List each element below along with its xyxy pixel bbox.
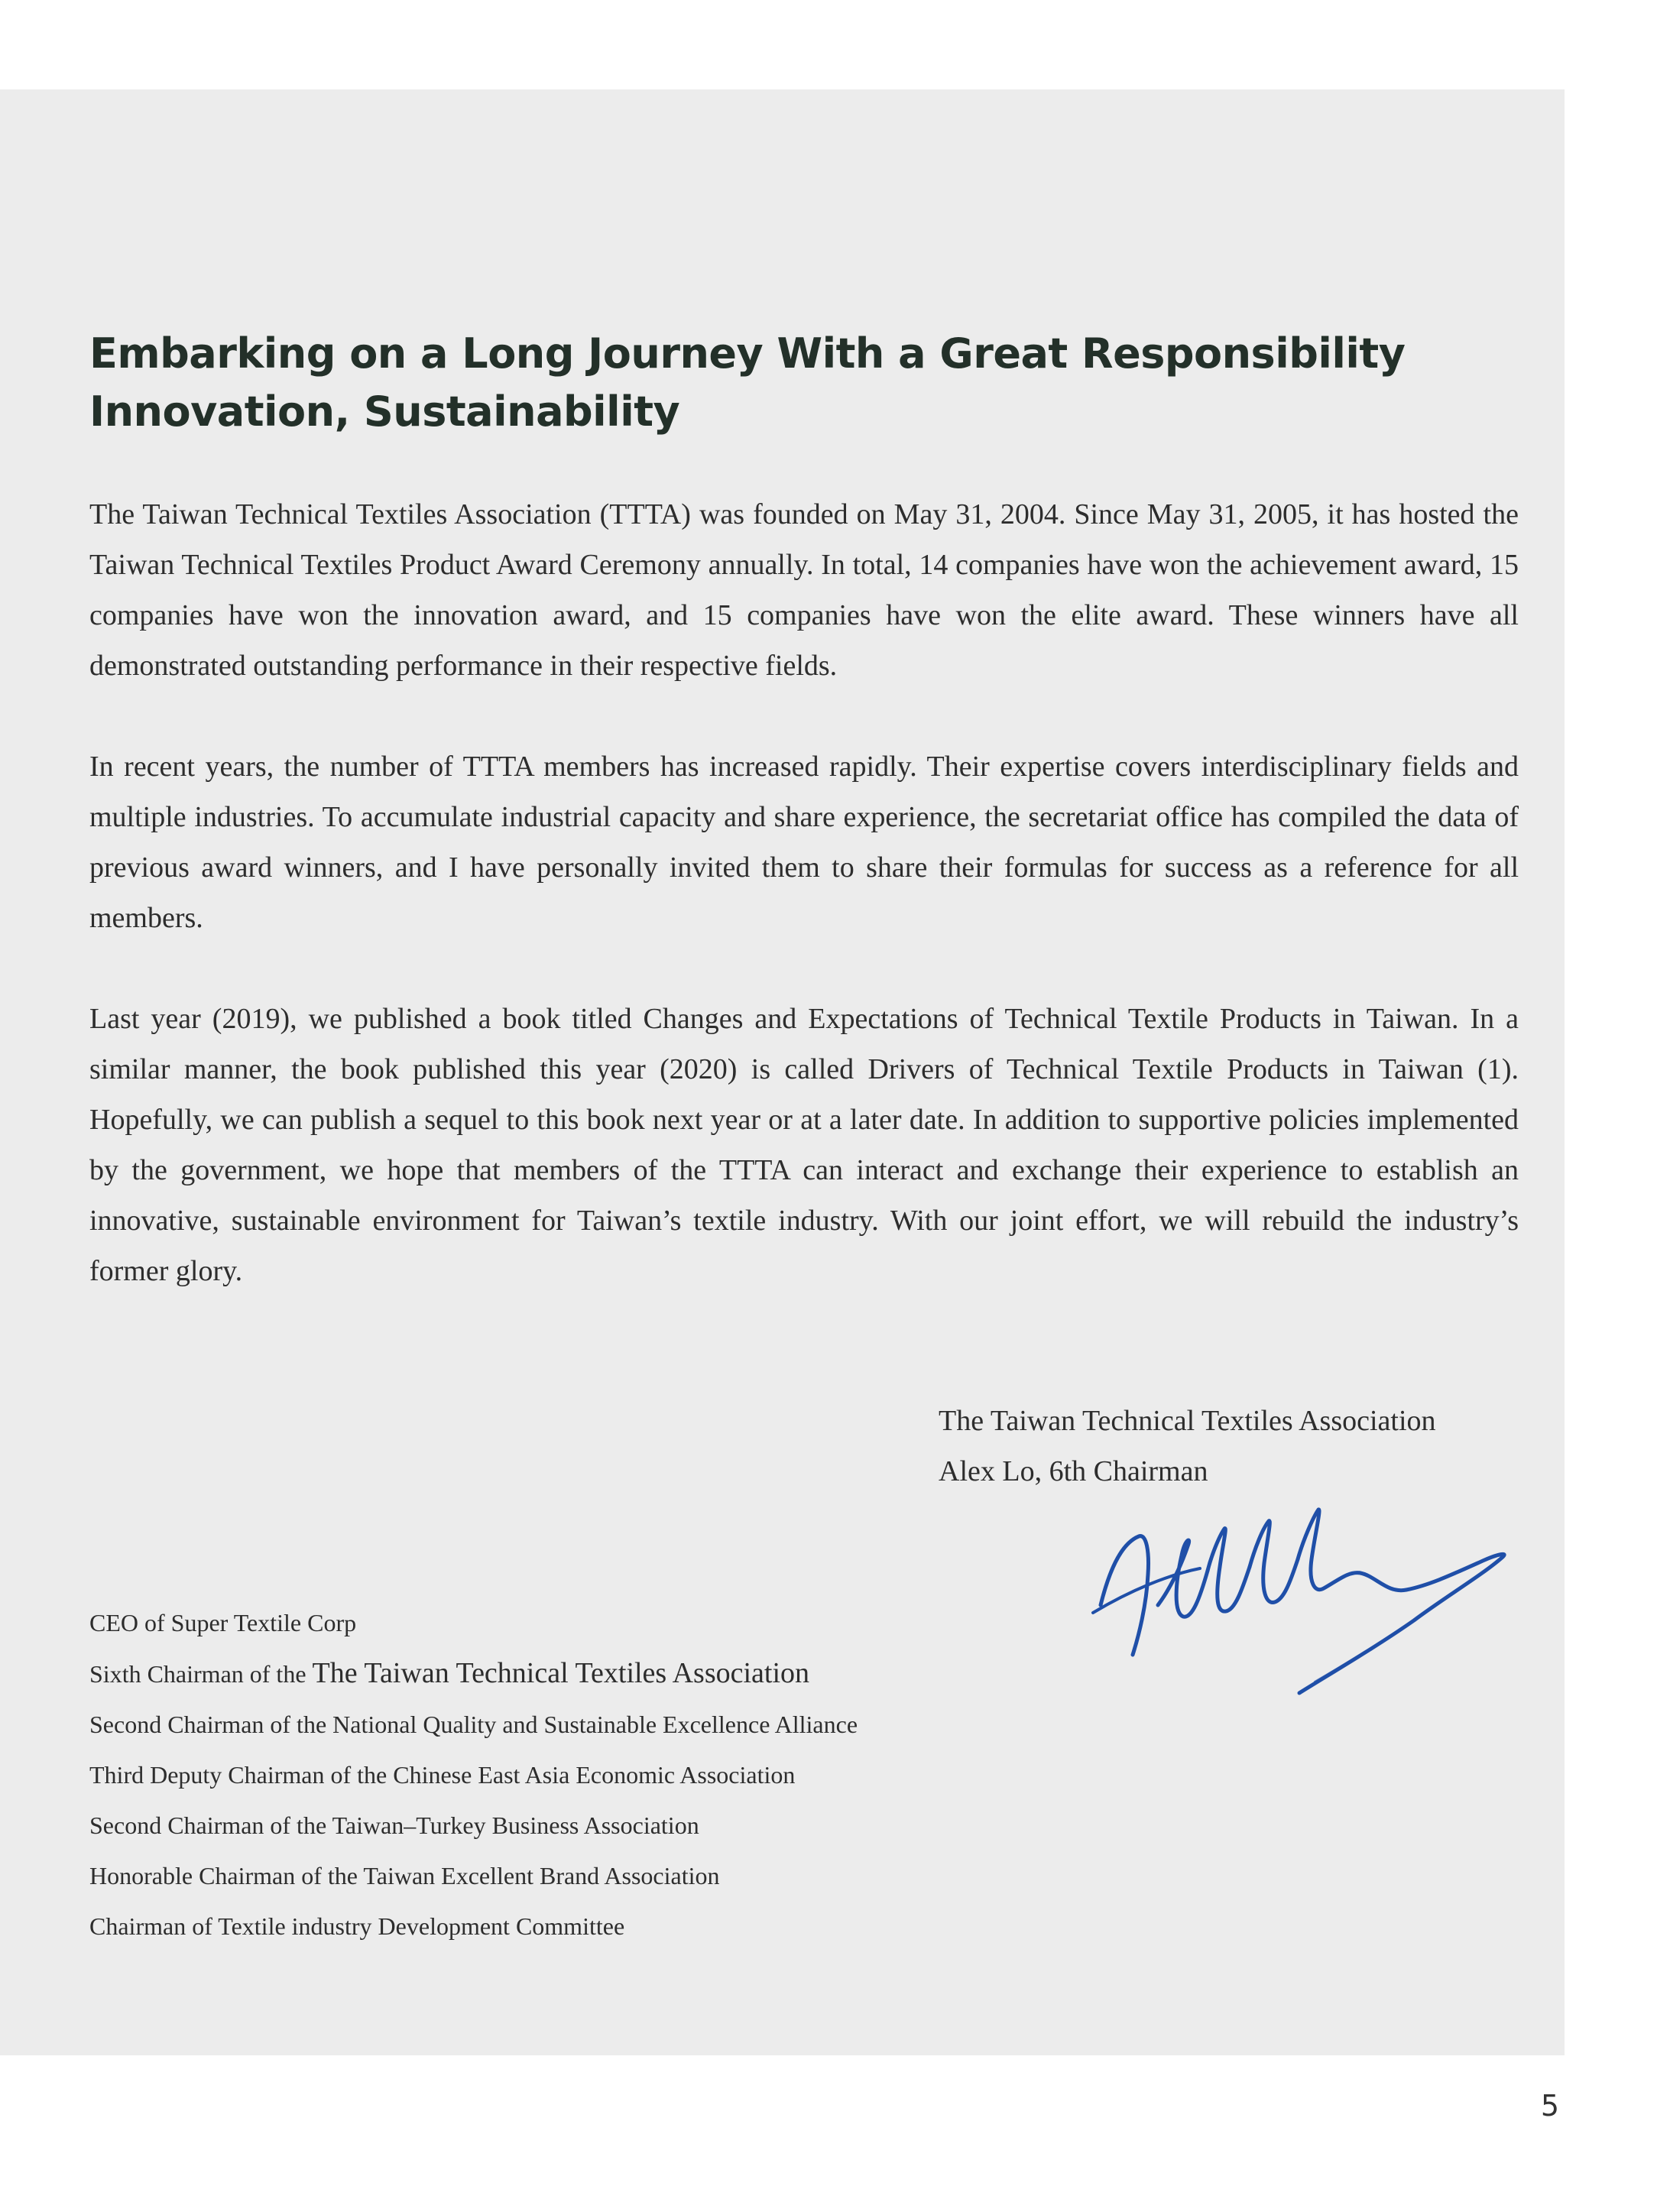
title-item: Second Chairman of the National Quality and Sustainable Excellence Alliance [89, 1711, 858, 1738]
signoff-name: Alex Lo, 6th Chairman [939, 1455, 1208, 1487]
paragraph-3: Last year (2019), we published a book titled Changes and Expectations of Technical Textile Products in Taiwan. In a similar manner, the book published this year (2020) is called Drivers of Technical Textile Products in Taiwan (1). Hopefully, we can publish a sequel to this book next year or at a later date. In addition to supportive policies implemented by the government, we hope that members of the TTTA can interact and exchange their experience to establish an innovative, sustainable environment for Taiwan’s textile industry. With our joint effort, we will rebuild the industry’s former glory. [89, 1003, 1519, 1287]
heading-line-1: Embarking on a Long Journey With a Great Responsibility [89, 329, 1406, 378]
title-item: Chairman of Textile industry Development Committee [89, 1912, 625, 1940]
paragraph-1: The Taiwan Technical Textiles Association (TTTA) was founded on May 31, 2004. Since May 31, 2005, it has hosted the Taiwan Technical Textiles Product Award Ceremony annually. In total, 14 companies have won the achievement award, 15 companies have won the innovation award, and 15 companies have won the elite award. These winners have all demonstrated outstanding performance in their respective fields. [89, 498, 1519, 682]
credentials-list [89, 1597, 858, 1951]
page-number: 5 [1540, 2089, 1559, 2123]
letter-body [89, 489, 1519, 1347]
signoff [939, 1396, 1436, 1497]
page-heading [89, 325, 1542, 441]
title-item: Second Chairman of the Taiwan–Turkey Business Association [89, 1811, 699, 1839]
title-item: Third Deputy Chairman of the Chinese East Asia Economic Association [89, 1761, 796, 1789]
title-sixth-chairman [89, 1648, 858, 1699]
paragraph-2: In recent years, the number of TTTA members has increased rapidly. Their expertise covers interdisciplinary fields and multiple industries. To accumulate industrial capacity and share experience, the secretariat office has compiled the data of previous award winners, and I have personally invited them to share their formulas for success as a reference for all members. [89, 751, 1519, 934]
handwritten-signature [1085, 1498, 1521, 1704]
title-item: Honorable Chairman of the Taiwan Excellent Brand Association [89, 1862, 720, 1889]
title-ceo: CEO of Super Textile Corp [89, 1609, 357, 1636]
signoff-organization: The Taiwan Technical Textiles Association [939, 1405, 1436, 1437]
heading-line-2: Innovation, Sustainability [89, 388, 680, 436]
title-sixth-org: The Taiwan Technical Textiles Association [312, 1657, 810, 1689]
title-sixth-prefix: Sixth Chairman of the [89, 1660, 306, 1688]
